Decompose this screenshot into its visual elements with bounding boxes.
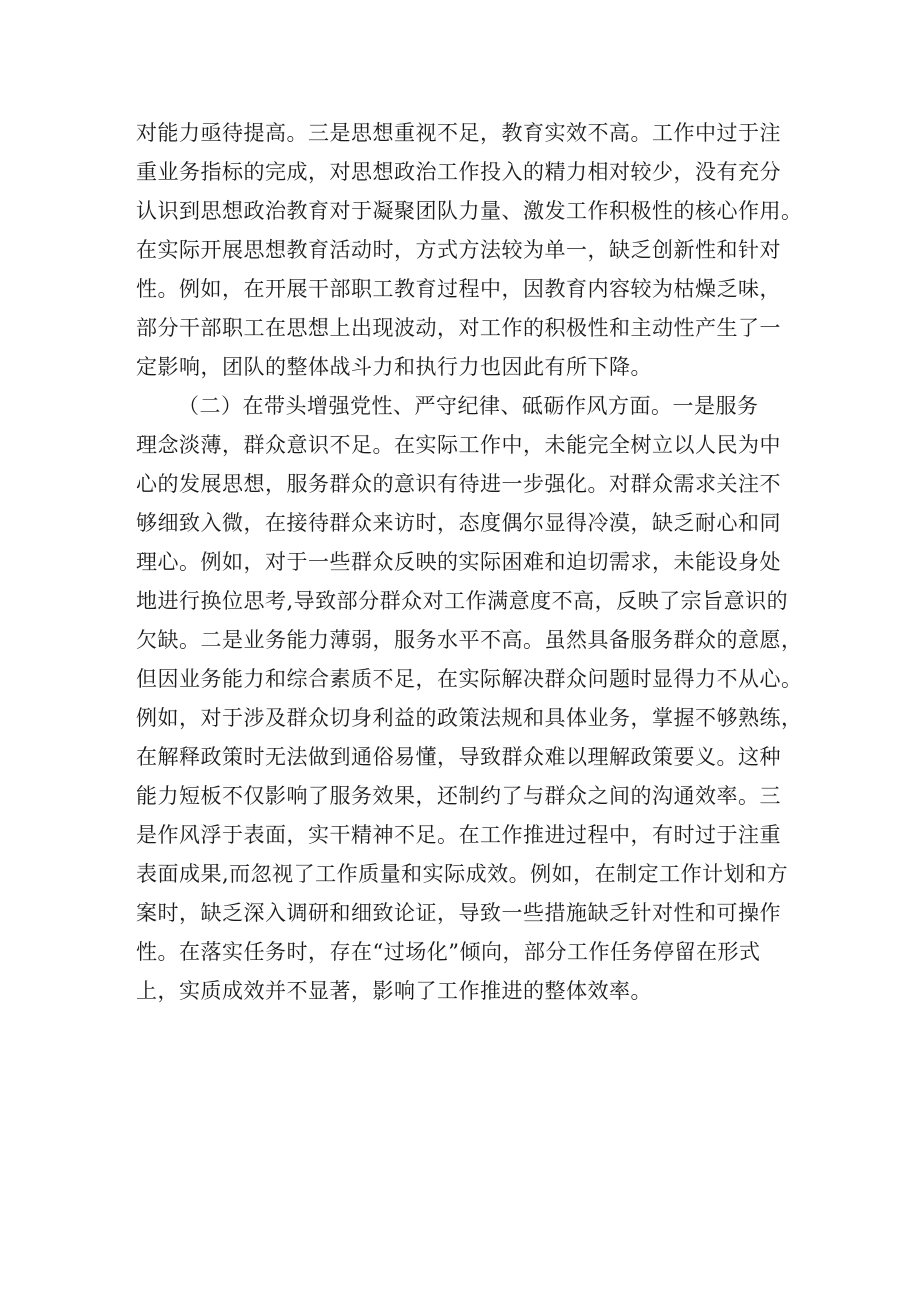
paragraph-line: 性。在落实任务时，存在“过场化”倾向，部分工作任务停留在形式	[136, 940, 761, 964]
paragraph-line: 地进行换位思考,导致部分群众对工作满意度不高，反映了宗旨意识的	[136, 589, 789, 613]
paragraph-line: 例如，对于涉及群众切身利益的政策法规和具体业务，掌握不够熟练，	[136, 706, 803, 730]
paragraph-line: 欠缺。二是业务能力薄弱，服务水平不高。虽然具备服务群众的意愿，	[136, 628, 803, 652]
paragraph-line: 是作风浮于表面，实干精神不足。在工作推进过程中，有时过于注重	[136, 823, 781, 847]
section-heading-line: （二）在带头增强党性、严守纪律、砥砺作风方面。一是服务	[178, 394, 759, 418]
paragraph-line: 够细致入微，在接待群众来访时，态度偶尔显得冷漠，缺乏耐心和同	[136, 511, 781, 535]
paragraph-1	[136, 114, 816, 387]
paragraph-line: 在实际开展思想教育活动时，方式方法较为单一，缺乏创新性和针对	[136, 238, 781, 262]
paragraph-line: 但因业务能力和综合素质不足，在实际解决群众问题时显得力不从心。	[136, 667, 803, 691]
paragraph-line: 上，实质成效并不显著，影响了工作推进的整体效率。	[136, 979, 652, 1003]
paragraph-line: 案时，缺乏深入调研和细致论证，导致一些措施缺乏针对性和可操作	[136, 901, 781, 925]
paragraph-line: 认识到思想政治教育对于凝聚团队力量、激发工作积极性的核心作用。	[136, 199, 803, 223]
paragraph-line: 能力短板不仅影响了服务效果，还制约了与群众之间的沟通效率。三	[136, 784, 781, 808]
paragraph-line: 部分干部职工在思想上出现波动，对工作的积极性和主动性产生了一	[136, 316, 781, 340]
paragraph-line: 性。例如，在开展干部职工教育过程中，因教育内容较为枯燥乏味，	[136, 277, 781, 301]
paragraph-line: 定影响，团队的整体战斗力和执行力也因此有所下降。	[136, 355, 652, 379]
paragraph-line: 在解释政策时无法做到通俗易懂，导致群众难以理解政策要义。这种	[136, 745, 781, 769]
paragraph-line: 表面成果,而忽视了工作质量和实际成效。例如，在制定工作计划和方	[136, 862, 789, 886]
paragraph-line: 心的发展思想，服务群众的意识有待进一步强化。对群众需求关注不	[136, 472, 781, 496]
paragraph-2	[136, 387, 816, 1011]
paragraph-line: 对能力亟待提高。三是思想重视不足，教育实效不高。工作中过于注	[136, 121, 781, 145]
paragraph-line: 重业务指标的完成，对思想政治工作投入的精力相对较少，没有充分	[136, 160, 781, 184]
paragraph-line: 理念淡薄，群众意识不足。在实际工作中，未能完全树立以人民为中	[136, 433, 781, 457]
paragraph-line: 理心。例如，对于一些群众反映的实际困难和迫切需求，未能设身处	[136, 550, 781, 574]
